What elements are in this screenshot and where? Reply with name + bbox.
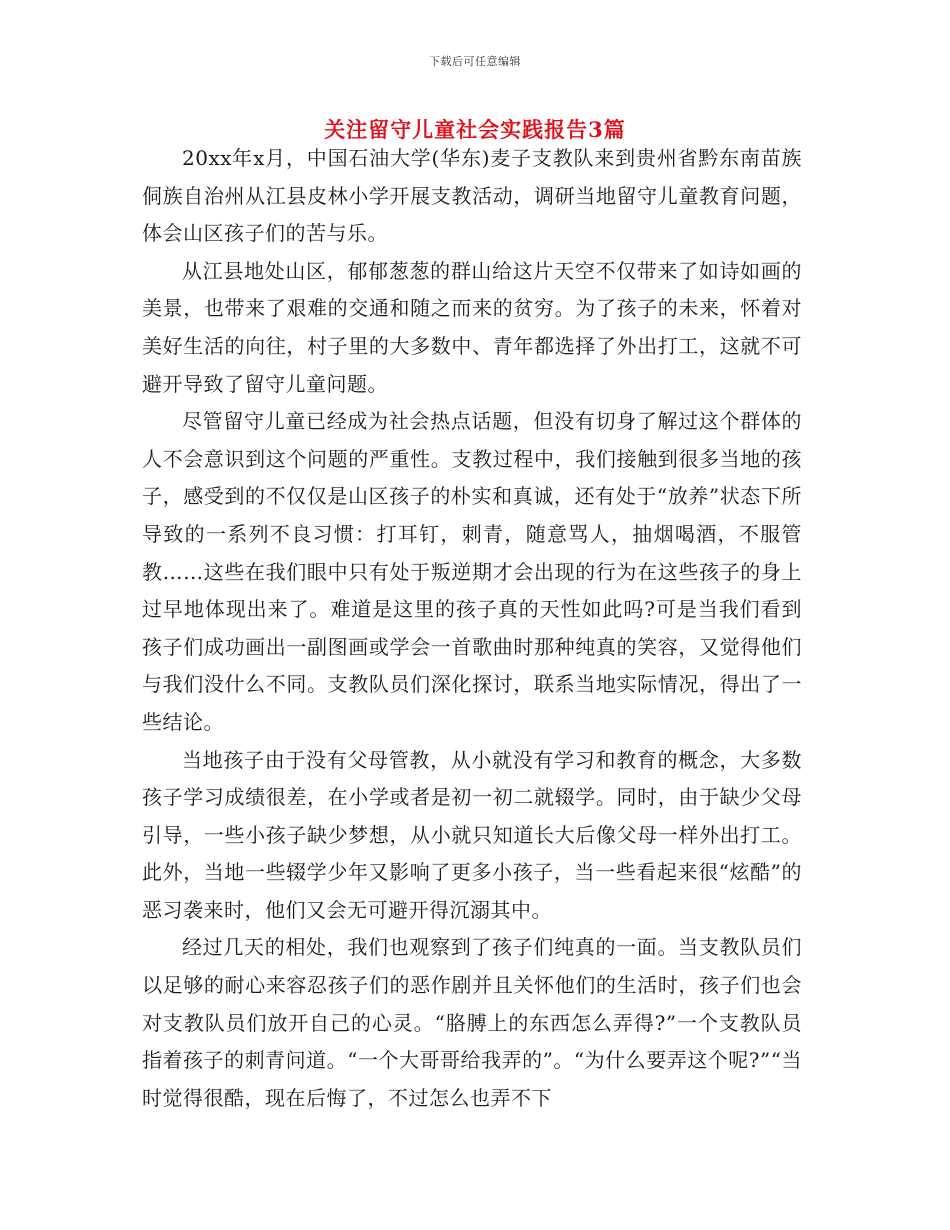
document-body: [142, 140, 802, 1117]
paragraph: 当地孩子由于没有父母管教，从小就没有学习和教育的概念，大多数孩子学习成绩很差，在小学或者是初一初二就辍学。同时，由于缺少父母引导，一些小孩子缺少梦想，从小就只知道长大后像父母一样外出打工。此外，当地一些辍学少年又影响了更多小孩子，当一些看起来很“炫酷”的恶习袭来时，他们又会无可避开得沉溺其中。: [142, 747, 802, 922]
paragraph: 尽管留守儿童已经成为社会热点话题，但没有切身了解过这个群体的人不会意识到这个问题的严重性。支教过程中，我们接触到很多当地的孩子，感受到的不仅仅是山区孩子的朴实和真诚，还有处于“放养”状态下所导致的一系列不良习惯：打耳钉，刺青，随意骂人，抽烟喝酒，不服管教……这些在我们眼中只有处于叛逆期才会出现的行为在这些孩子的身上过早地体现出来了。难道是这里的孩子真的天性如此吗?可是当我们看到孩子们成功画出一副图画或学会一首歌曲时那种纯真的笑容，又觉得他们与我们没什么不同。支教队员们深化探讨，联系当地实际情况，得出了一些结论。: [142, 409, 802, 734]
paragraph: 20xx年x月，中国石油大学(华东)麦子支教队来到贵州省黔东南苗族侗族自治州从江县皮林小学开展支教活动，调研当地留守儿童教育问题，体会山区孩子们的苦与乐。: [142, 146, 802, 246]
page-header-note: 下载后可任意编辑: [429, 55, 521, 68]
paragraph: 从江县地处山区，郁郁葱葱的群山给这片天空不仅带来了如诗如画的美景，也带来了艰难的交通和随之而来的贫穷。为了孩子的未来，怀着对美好生活的向往，村子里的大多数中、青年都选择了外出打工，这就不可避开导致了留守儿童问题。: [142, 258, 802, 396]
paragraph: 经过几天的相处，我们也观察到了孩子们纯真的一面。当支教队员们以足够的耐心来容忍孩子们的恶作剧并且关怀他们的生活时，孩子们也会对支教队员们放开自己的心灵。“胳膊上的东西怎么弄得?”一个支教队员指着孩子的刺青问道。“一个大哥哥给我弄的”。“为什么要弄这个呢?”“当时觉得很酷，现在后悔了，不过怎么也弄不下: [142, 935, 802, 1110]
document-title: 关注留守儿童社会实践报告3篇: [324, 117, 626, 142]
